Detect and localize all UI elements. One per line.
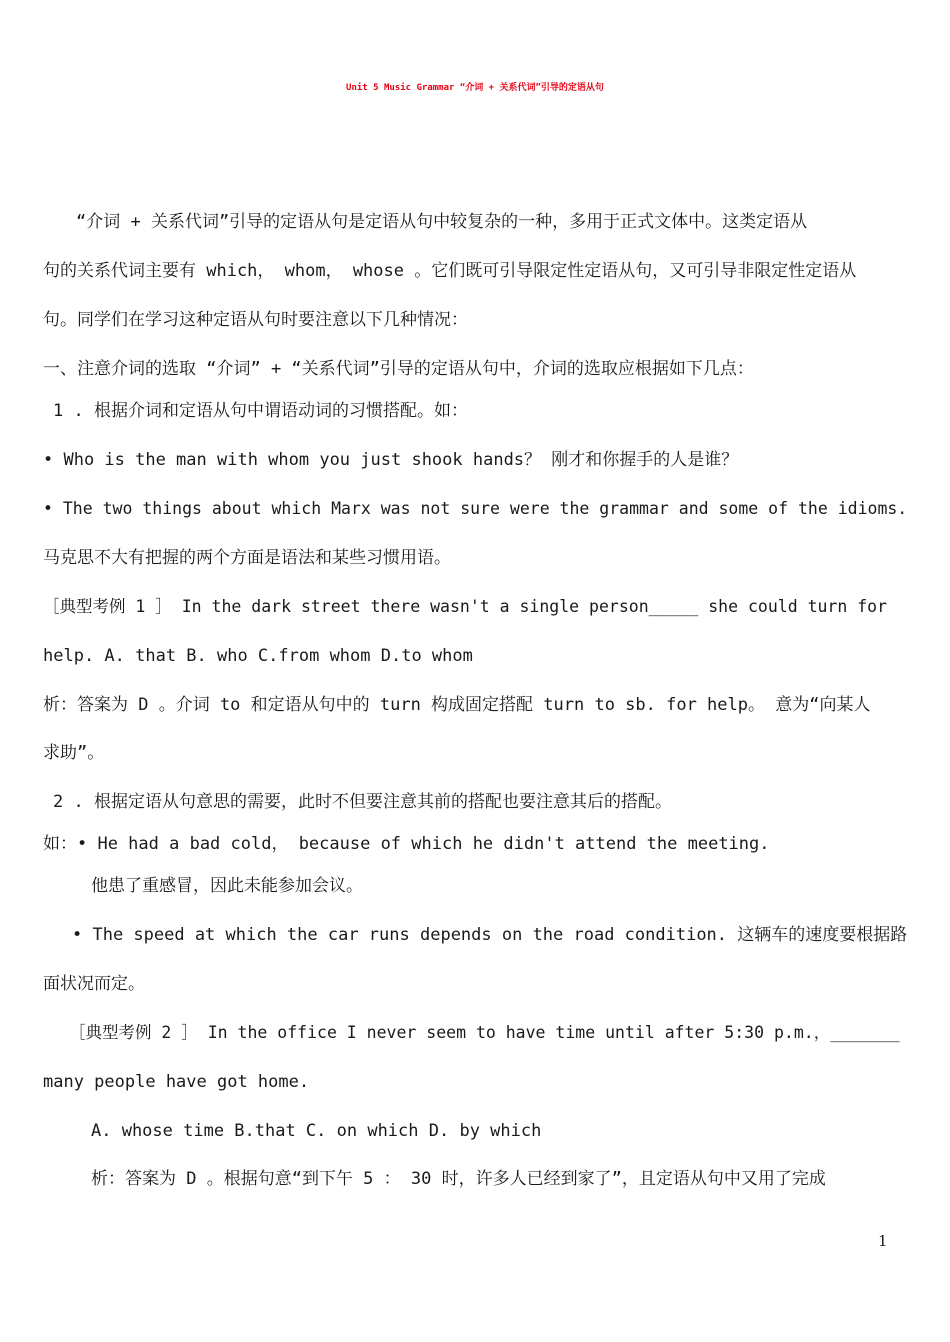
paragraph-line: 句。同学们在学习这种定语从句时要注意以下几种情况：	[43, 310, 468, 330]
translation-line: 面状况而定。	[43, 974, 145, 994]
example-line: • Who is the man with whom you just shook hands？ 刚才和你握手的人是谁？	[43, 450, 739, 470]
example-line: • The speed at which the car runs depends on the road condition. 这辆车的速度要根据路	[72, 925, 908, 945]
analysis-line: 析：答案为 D 。根据句意“到下午 5 ： 30 时，许多人已经到家了”，且定语从句中又用了完成	[91, 1169, 826, 1189]
paragraph-line: 句的关系代词主要有 which， whom， whose 。它们既可引导限定性定语从句，又可引导非限定性定语从	[43, 261, 857, 281]
translation-line: 马克思不大有把握的两个方面是语法和某些习惯用语。	[43, 548, 451, 568]
translation-line: 他患了重感冒，因此未能参加会议。	[91, 876, 363, 896]
example-line: 如：• He had a bad cold， because of which he didn't attend the meeting.	[43, 834, 770, 854]
analysis-line: 析：答案为 D 。介词 to 和定语从句中的 turn 构成固定搭配 turn to sb. for help。 意为“向某人	[43, 695, 871, 715]
exam-question: ［典型考例 1 ］ In the dark street there wasn't a single person_____ she could turn for	[43, 597, 888, 616]
document-title: Unit 5 Music Grammar “介词 + 关系代词”引导的定语从句	[346, 83, 604, 93]
section-heading: 一、注意介词的选取 “介词” + “关系代词”引导的定语从句中，介词的选取应根据如下几点：	[43, 359, 754, 379]
exam-options: A. whose time B.that C. on which D. by which	[91, 1121, 542, 1141]
paragraph-line: “介词 + 关系代词”引导的定语从句是定语从句中较复杂的一种，多用于正式文体中。这类定语从	[76, 212, 808, 232]
rule-heading: 1 . 根据介词和定语从句中谓语动词的习惯搭配。如：	[53, 401, 468, 421]
analysis-line: 求助”。	[43, 743, 105, 763]
exam-question: ［典型考例 2 ］ In the office I never seem to have time until after 5:30 p.m.，_______	[69, 1023, 900, 1042]
page-number: 1	[878, 1232, 888, 1250]
exam-question: many people have got home.	[43, 1072, 310, 1092]
rule-heading: 2 . 根据定语从句意思的需要，此时不但要注意其前的搭配也要注意其后的搭配。	[53, 792, 672, 812]
exam-options: help. A. that B. who C.from whom D.to whom	[43, 646, 473, 666]
example-line: • The two things about which Marx was not sure were the grammar and some of the idioms.	[43, 499, 908, 518]
